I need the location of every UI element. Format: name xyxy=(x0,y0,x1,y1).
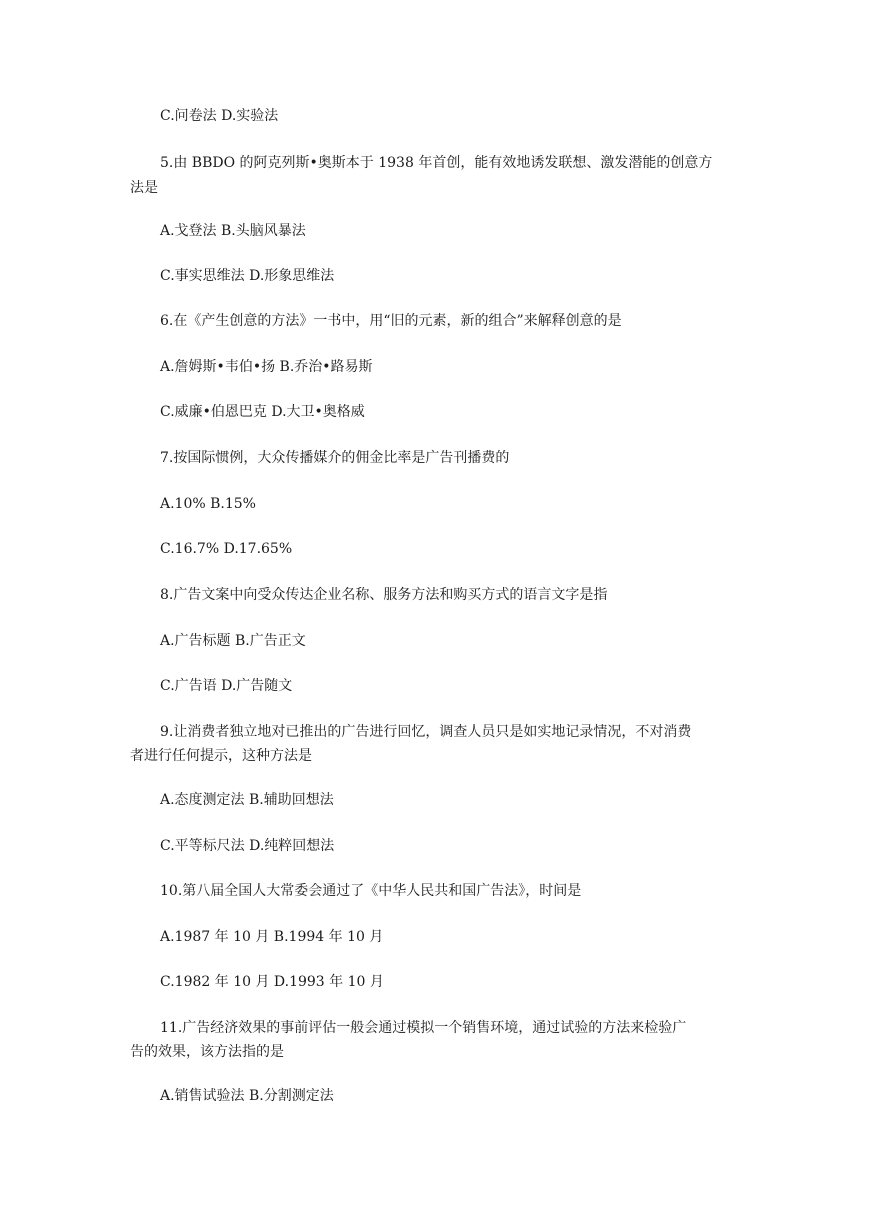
q9-options-ab: A.态度测定法 B.辅助回想法 xyxy=(160,792,334,808)
q7-options-ab: A.10% B.15% xyxy=(160,496,256,512)
q7-options-cd: C.16.7% D.17.65% xyxy=(160,541,293,557)
question-6: 6.在《产生创意的方法》一书中，用“旧的元素，新的组合”来解释创意的是 xyxy=(160,313,622,329)
question-10: 10.第八届全国人大常委会通过了《中华人民共和国广告法》，时间是 xyxy=(160,883,582,899)
question-9-line-1: 9.让消费者独立地对已推出的广告进行回忆，调查人员只是如实地记录情况，不对消费 xyxy=(160,724,692,740)
q6-options-ab: A.詹姆斯•韦伯•扬 B.乔治•路易斯 xyxy=(160,359,373,375)
q8-options-ab: A.广告标题 B.广告正文 xyxy=(160,633,306,649)
q6-options-cd: C.威廉•伯恩巴克 D.大卫•奥格威 xyxy=(160,404,365,420)
question-5-line-2: 法是 xyxy=(130,180,158,196)
q5-options-ab: A.戈登法 B.头脑风暴法 xyxy=(160,223,306,239)
question-11-line-1: 11.广告经济效果的事前评估一般会通过模拟一个销售环境，通过试验的方法来检验广 xyxy=(160,1020,687,1036)
question-5-line-1: 5.由 BBDO 的阿克列斯•奥斯本于 1938 年首创，能有效地诱发联想、激发潜能的创意方 xyxy=(160,155,713,171)
question-11-line-2: 告的效果，该方法指的是 xyxy=(130,1044,284,1060)
question-7: 7.按国际惯例，大众传播媒介的佣金比率是广告刊播费的 xyxy=(160,450,510,466)
q5-options-cd: C.事实思维法 D.形象思维法 xyxy=(160,268,335,284)
q4-options-cd: C.问卷法 D.实验法 xyxy=(160,108,279,124)
q10-options-cd: C.1982 年 10 月 D.1993 年 10 月 xyxy=(160,974,384,990)
q10-options-ab: A.1987 年 10 月 B.1994 年 10 月 xyxy=(160,929,384,945)
q11-options-ab: A.销售试验法 B.分割测定法 xyxy=(160,1088,334,1104)
q8-options-cd: C.广告语 D.广告随文 xyxy=(160,678,293,694)
q9-options-cd: C.平等标尺法 D.纯粹回想法 xyxy=(160,838,335,854)
question-9-line-2: 者进行任何提示，这种方法是 xyxy=(130,748,312,764)
question-8: 8.广告文案中向受众传达企业名称、服务方法和购买方式的语言文字是指 xyxy=(160,587,608,603)
